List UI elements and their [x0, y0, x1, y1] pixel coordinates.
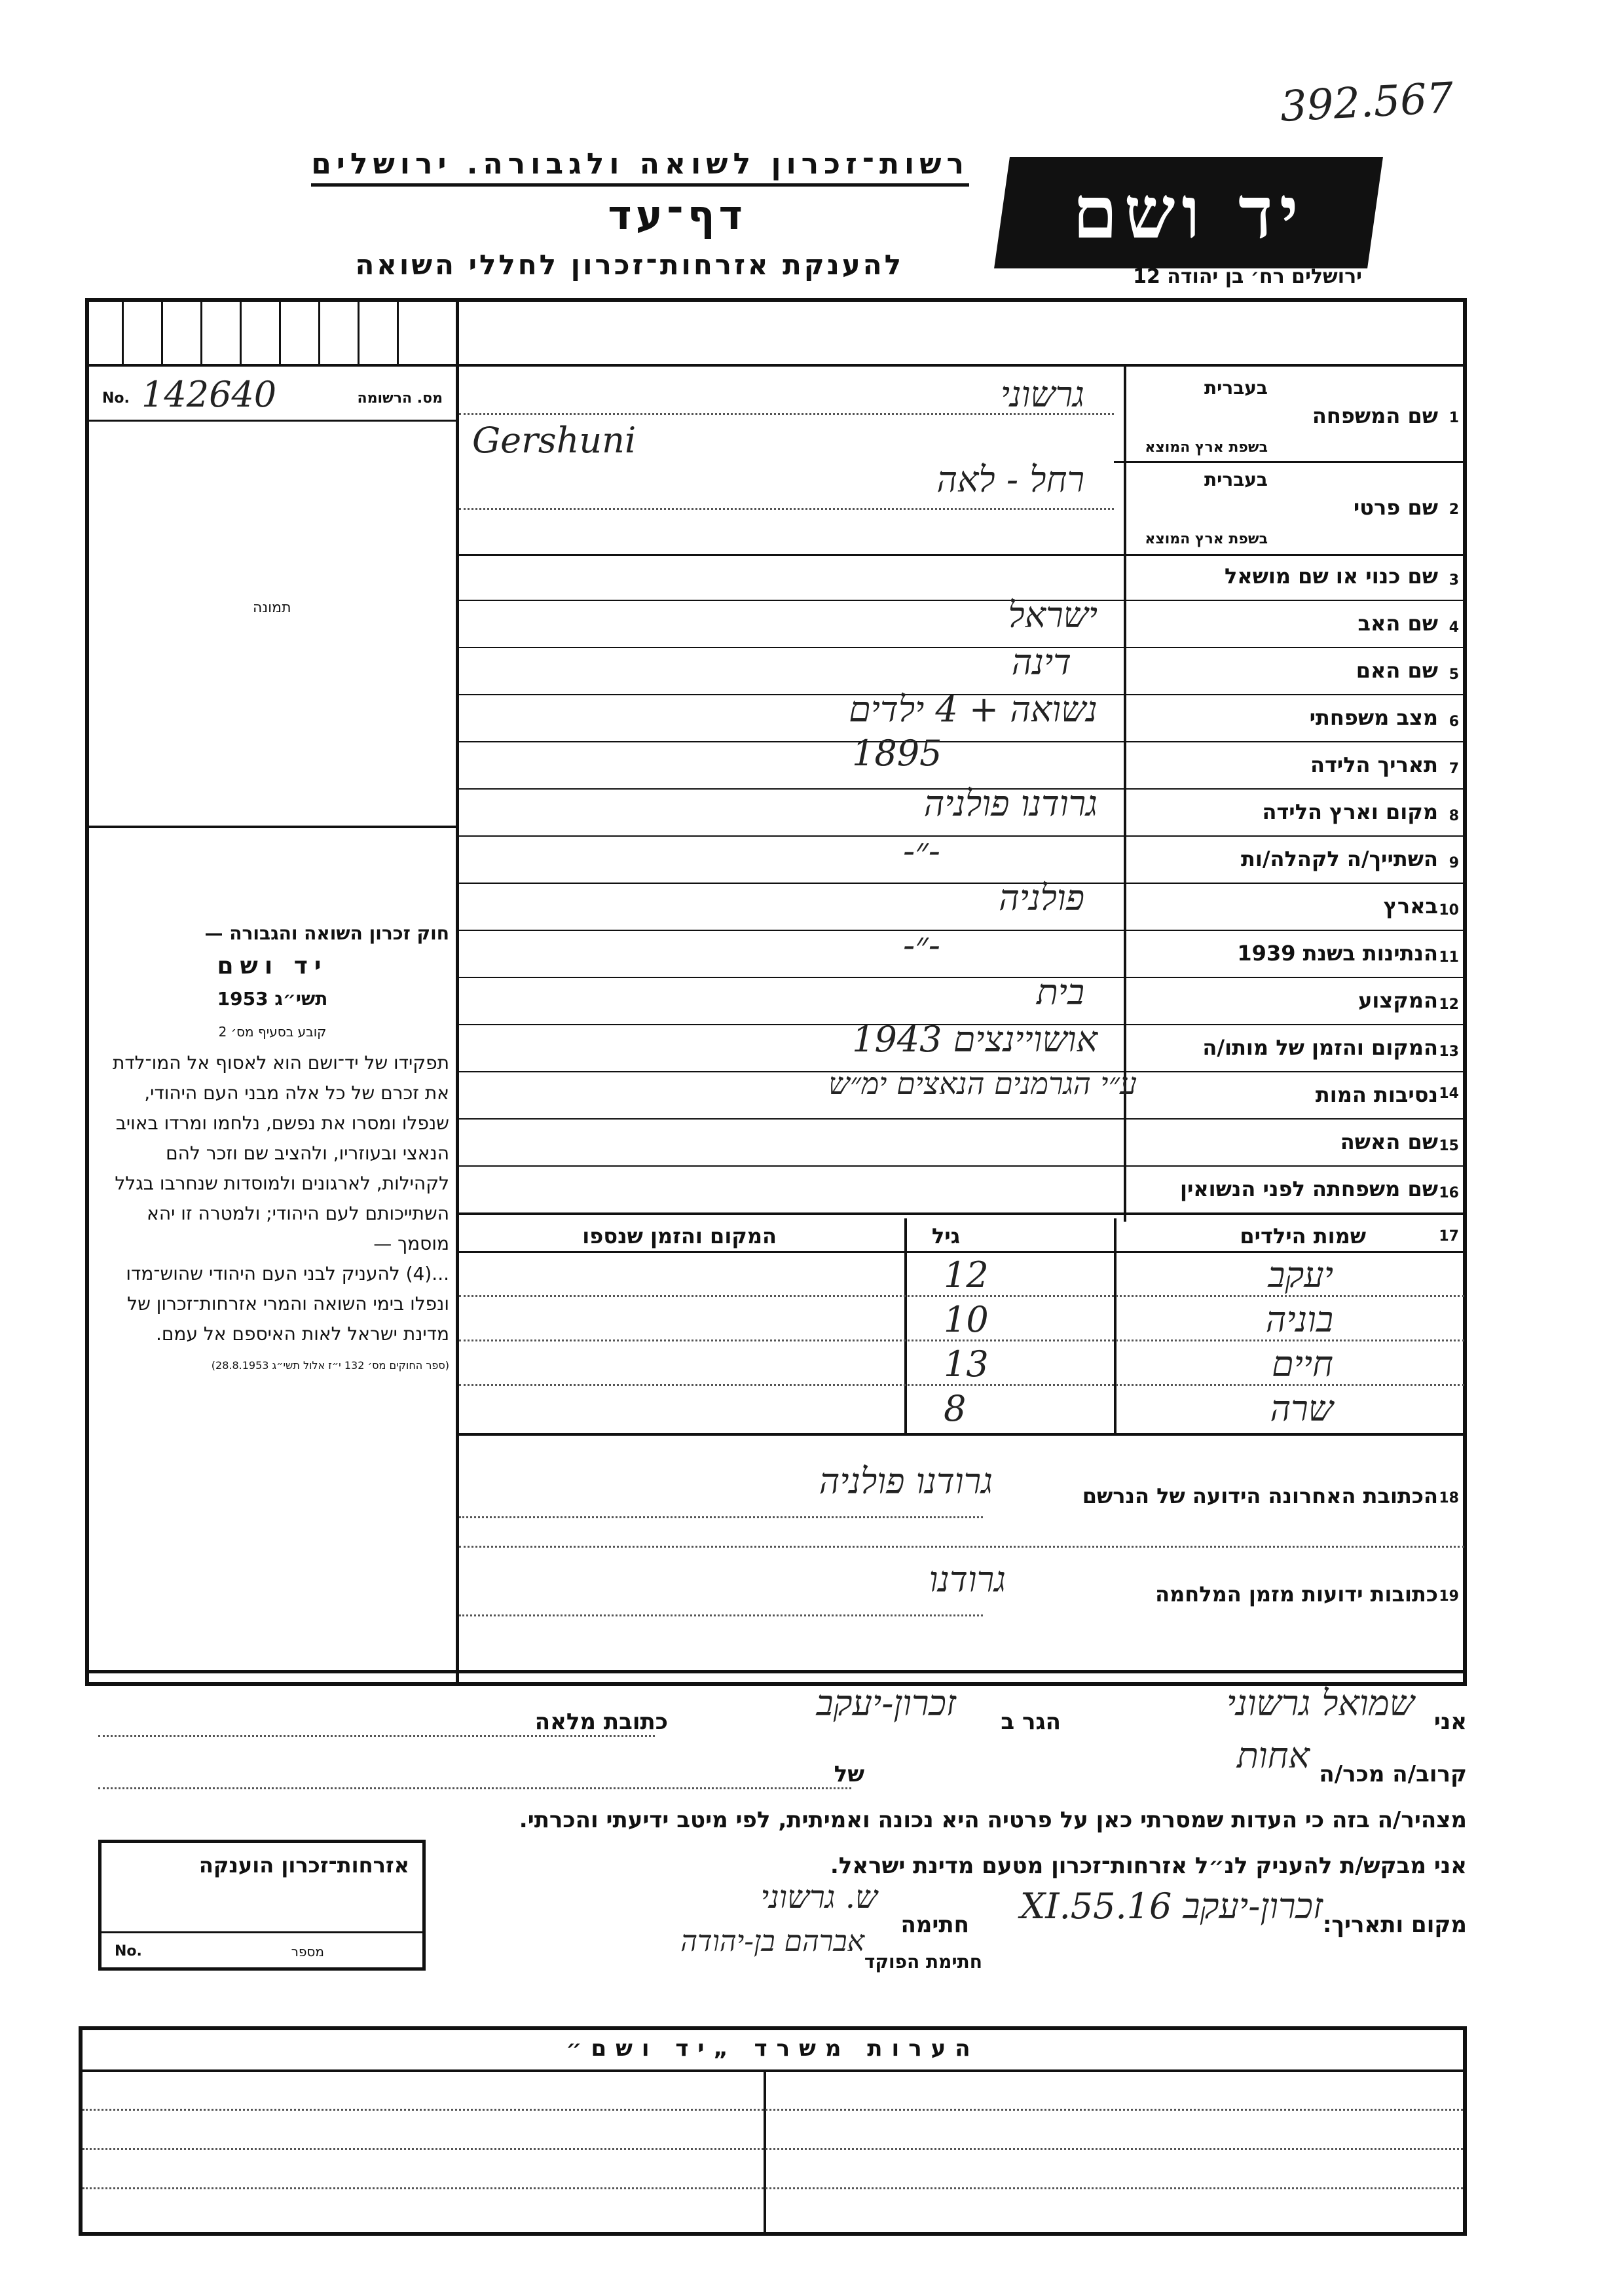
children-col-place: המקום והזמן שנספו	[582, 1224, 777, 1248]
logo-text: יד ושם	[1072, 170, 1305, 255]
field-value: דינה	[1011, 642, 1071, 683]
form-title: דף־עד	[608, 191, 747, 239]
law-heading: חוק זכרון השואה והגבורה —	[204, 922, 449, 944]
declaration-line-2: אני מבקש/ת להעניק לנ״ל אזרחות־זכרון מטעם מדינת ישראל.	[830, 1853, 1467, 1879]
field-value-latin: Gershuni	[472, 420, 637, 461]
field-label: שם האשה	[1340, 1129, 1438, 1154]
field-row	[459, 364, 1464, 462]
field-label: השתייך/ה לקהלה/ות	[1240, 847, 1438, 871]
registration-no-label: No.	[102, 390, 130, 407]
field-value: ישראל	[1008, 594, 1098, 636]
remarks-frame	[79, 2026, 1467, 2236]
field-value: פולניה	[999, 877, 1084, 919]
field-label: המקום והזמן של מותו/ה	[1202, 1035, 1438, 1060]
field-number: 15	[1439, 1138, 1459, 1154]
field-value: רחל - לאה	[936, 459, 1084, 500]
field-number: 2	[1449, 501, 1459, 518]
signature-label: חתימה	[900, 1912, 969, 1938]
field-row-16	[459, 1167, 1464, 1214]
address18-label: הכתובת האחרונה הידועה של הנרשם	[1082, 1484, 1438, 1508]
field-label: מקום וארץ הלידה	[1262, 799, 1438, 824]
field-sublabel: בעברית	[1204, 377, 1268, 399]
field-label: שם משפחתה לפני הנשואין	[1179, 1176, 1438, 1201]
law-name: יד ושם	[217, 953, 328, 979]
child-age: 8	[944, 1388, 967, 1429]
child-age: 10	[944, 1299, 989, 1340]
field-value: -״-	[902, 830, 940, 871]
field-number: 17	[1439, 1228, 1459, 1245]
form-main-frame	[85, 298, 1467, 1686]
registration-row	[102, 374, 449, 416]
field-sublabel: בשפת ארץ המוצא	[1145, 439, 1268, 456]
org-name: רשות־זכרון לשואה ולגבורה. ירושלים	[311, 147, 969, 187]
field-value: 1895	[852, 733, 942, 774]
children-col-age: גיל	[931, 1224, 960, 1248]
field-sublabel: בשפת ארץ המוצא	[1145, 531, 1268, 547]
field-number: 8	[1449, 808, 1459, 824]
place-date-label: מקום ותאריך:	[1322, 1912, 1467, 1938]
field-number: 11	[1439, 949, 1459, 966]
field-row-8	[459, 783, 1464, 837]
children-table	[459, 1218, 1464, 1434]
field-label: המקצוע	[1358, 988, 1438, 1013]
field-label: בארץ	[1383, 894, 1438, 919]
field-number: 5	[1449, 666, 1459, 683]
field-number: 12	[1439, 996, 1459, 1013]
field-row-11	[459, 924, 1464, 978]
field-row-14	[459, 1066, 1464, 1120]
address19-label: כתובות ידועות מזמן המלחמה	[1155, 1582, 1438, 1607]
table-row	[459, 1388, 1464, 1432]
declarant-city: זכרון-יעקב	[816, 1683, 956, 1724]
child-age: 12	[944, 1254, 989, 1296]
field-row-6	[459, 689, 1464, 742]
address-section	[459, 1454, 1464, 1618]
field-number: 1	[1449, 410, 1459, 426]
field-label: נסיבות המות	[1315, 1082, 1438, 1107]
inspector-label: חתימת הפוקד	[864, 1951, 982, 1973]
field-row-4	[459, 594, 1464, 648]
child-name: בוניה	[1265, 1299, 1333, 1340]
certificate-title: אזרחות־זכרון הוענקה	[198, 1853, 409, 1878]
field-sublabel: בעברית	[1204, 469, 1268, 490]
relative-label: קרוב/ה מכר/ה	[1319, 1761, 1467, 1787]
field-label: שם פרטי	[1353, 495, 1438, 520]
law-clause: קובע בסעיף מס׳ 2	[218, 1024, 327, 1040]
place-date-value: זכרון-יעקב 16.XI.55	[1020, 1886, 1323, 1927]
archive-number: 392.567	[1279, 74, 1455, 132]
field-label: מצב משפחתי	[1309, 705, 1438, 730]
law-footnote: (ספר החוקים מס׳ 132 י״ז אלול תשי״ג 28.8.1953)	[211, 1359, 449, 1372]
registration-label: מס. הרשומה	[357, 390, 443, 407]
remarks-title: הערות משרד „יד ושם״	[566, 2035, 980, 2062]
registration-number: 142640	[141, 374, 277, 415]
field-row-15	[459, 1120, 1464, 1167]
declaration-line-1: מצהיר/ה בזה כי העדות שמסרתי כאן על פרטיה היא נכונה ואמיתית, לפי מיטב ידיעתי והכרתי.	[519, 1807, 1467, 1833]
field-number: 18	[1439, 1490, 1459, 1506]
field-label: תאריך הלידה	[1310, 752, 1438, 777]
org-address: ירושלים רח׳ בן יהודה 12	[1133, 265, 1362, 288]
relation-value: אחות	[1236, 1735, 1310, 1776]
field-number: 7	[1449, 761, 1459, 777]
table-row	[459, 1299, 1464, 1343]
table-row	[459, 1254, 1464, 1299]
address19-value: גרודנו	[929, 1559, 1006, 1600]
certificate-number-label: מספר	[291, 1944, 324, 1959]
law-year: תשי״ג 1953	[217, 988, 328, 1010]
signature: ש. גרשוני	[760, 1879, 877, 1916]
children-col-names: שמות הילדים	[1240, 1224, 1366, 1248]
certificate-no-label: No.	[115, 1943, 142, 1959]
field-number: 9	[1449, 855, 1459, 871]
field-value: בית	[1036, 972, 1084, 1013]
table-row	[459, 1343, 1464, 1388]
field-number: 14	[1439, 1085, 1459, 1102]
field-number: 10	[1439, 902, 1459, 919]
law-text-2: ...(4) להעניק לבני העם היהודי שהוש־מדו ונפלו בימי השואה והמרי אזרחות־זכרון של מדינת ישראל לאות האיספם אל עמם.	[126, 1263, 449, 1345]
address18-value: גרודנו פולניה	[819, 1461, 993, 1502]
field-number: 16	[1439, 1185, 1459, 1201]
form-subtitle: להענקת אזרחות־זכרון לחללי השואה	[355, 249, 904, 281]
field-number: 3	[1449, 572, 1459, 589]
field-number: 4	[1449, 619, 1459, 636]
declarant-name: שמואל גרשוני	[1226, 1683, 1414, 1724]
law-text-1: תפקידו של יד־ושם הוא לאסוף אל המו־לדת את זכרם של כל אלה מבני העם היהודי, שנפלו ומסרו את נפשם, נלחמו ומרדו באויב הנאצי ובעוזריו, ולהציב שם וזכר להם לקהילות, לארגונים ולמוסדות שנחרבו בגלל השתייכותם לעם היהודי; ולמטרה זו יהא מוסמך —	[112, 1052, 449, 1254]
field-value: גרודנו פולניה	[923, 783, 1098, 824]
field-label: שם האב	[1357, 611, 1438, 636]
field-label: שם כנוי או שם מושאל	[1224, 564, 1438, 589]
field-row-10	[459, 877, 1464, 931]
of-label: של	[834, 1761, 864, 1787]
field-number: 19	[1439, 1588, 1459, 1605]
child-name: חיים	[1272, 1343, 1333, 1385]
resides-label: הגר ב	[1001, 1709, 1061, 1735]
law-block	[96, 917, 449, 1382]
declaration-ani: אני	[1433, 1709, 1467, 1735]
field-value: אושויינצים 1943	[852, 1019, 1098, 1060]
child-name: יעקב	[1268, 1254, 1333, 1296]
field-value: גרשוני	[1000, 374, 1084, 415]
field-value: -״-	[902, 924, 940, 966]
field-row-9	[459, 830, 1464, 884]
field-number: 6	[1449, 714, 1459, 730]
yad-vashem-logo	[994, 157, 1383, 268]
field-value: נשואה + 4 ילדים	[849, 689, 1098, 730]
field-label: שם האם	[1356, 658, 1438, 683]
field-number: 13	[1439, 1044, 1459, 1060]
full-address-label: כתובת מלאה	[534, 1709, 668, 1735]
field-row	[459, 459, 1464, 560]
field-label: שם המשפחה	[1312, 403, 1438, 428]
field-value: ע״י הגרמנים הנאצים ימ״ש	[828, 1066, 1137, 1101]
field-row-3	[459, 554, 1464, 601]
certificate-box	[98, 1840, 426, 1971]
field-label: הנתינות בשנת 1939	[1237, 941, 1438, 966]
child-name: שרה	[1270, 1388, 1333, 1429]
inspector-signature: אברהם בן-יהודה	[680, 1925, 864, 1958]
child-age: 13	[944, 1343, 989, 1385]
photo-label: תמונה	[253, 600, 291, 616]
